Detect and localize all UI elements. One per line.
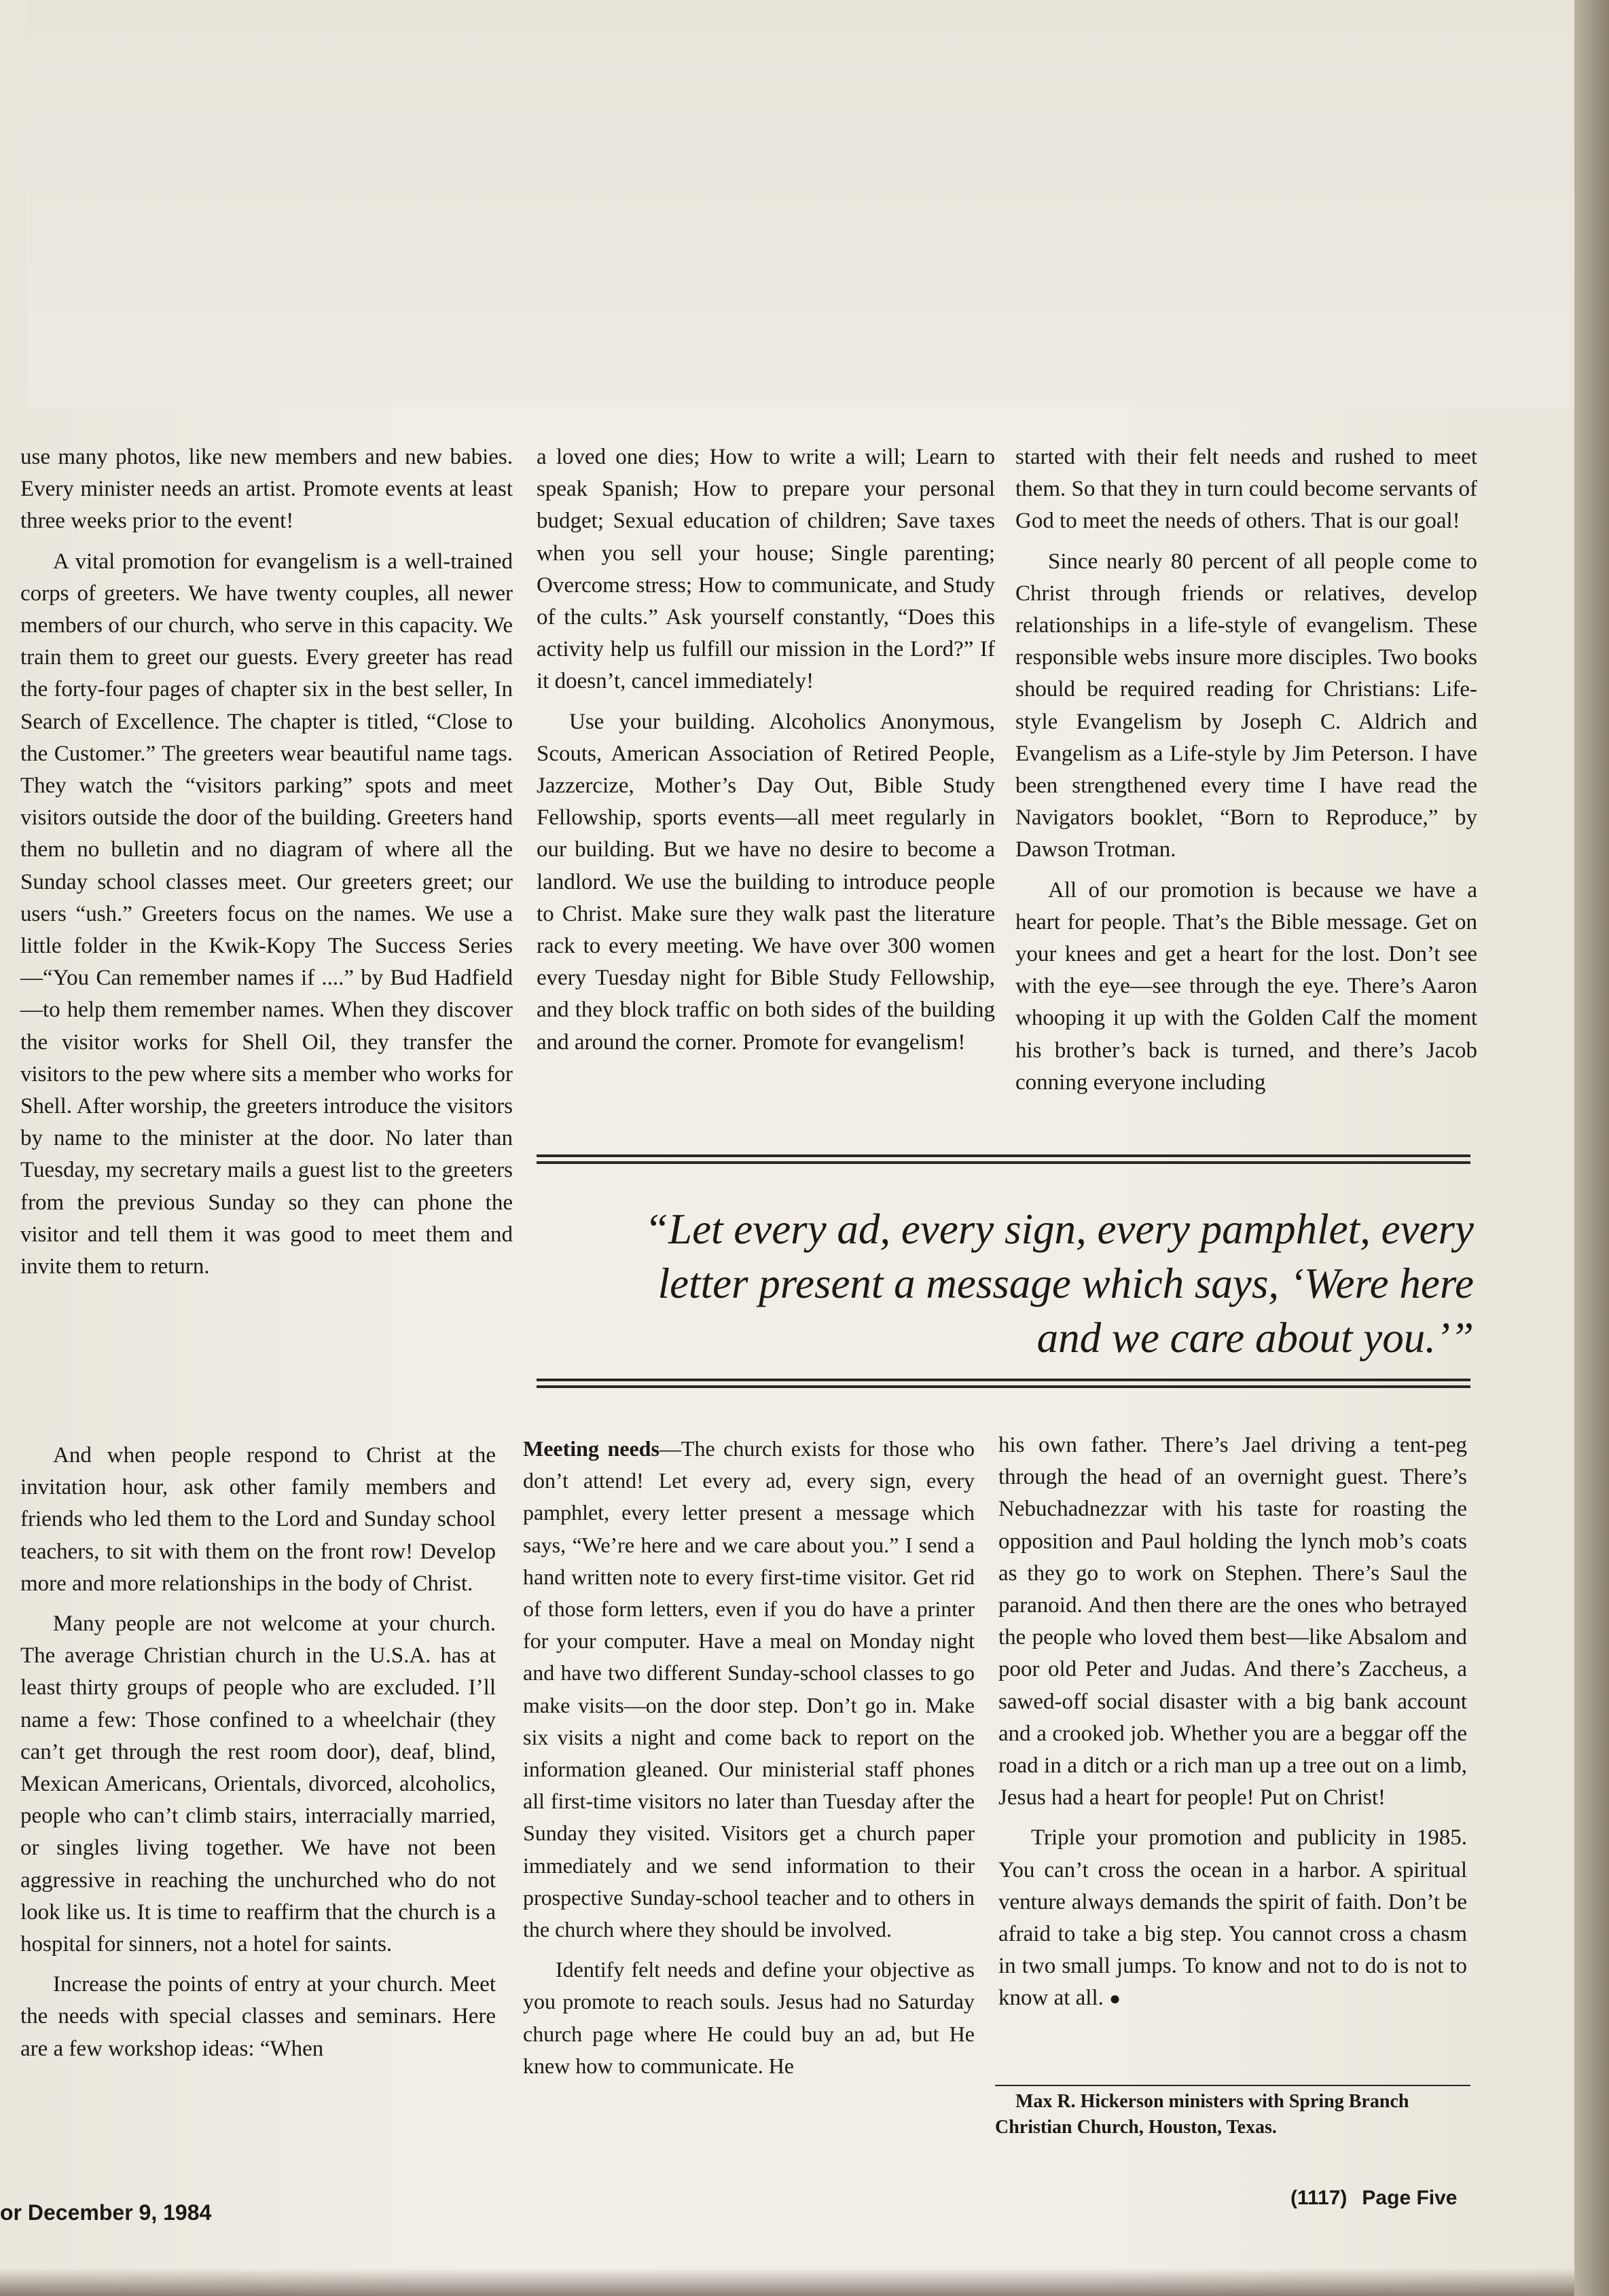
paragraph: Since nearly 80 percent of all people come to Christ through friends or relatives, develop relationships in a life-style of evangelism. These responsible webs insure more disciples. Two books should be required reading for Christians: Life-style Evangelism by Joseph C. Aldrich and Evangelism as a Life-style by Jim Peterson. I have been strengthened every time I have read the Navigators booklet, “Born to Reproduce,” by Dawson Trotman. (1015, 549, 1477, 862)
paragraph-body: Triple your promotion and publicity in 1985. You can’t cross the ocean in a harbor. A spiritual venture always demands the spirit of faith. Don’t be afraid to take a big step. You cannot cross a chasm in two small jumps. To know and not to do is not to know at all. (998, 1825, 1467, 2011)
paragraph: use many photos, like new members and new babies. Every minister needs an artist. Promote events at least three weeks prior to the event! (20, 445, 513, 534)
column-1-bottom (20, 1440, 496, 2065)
section-heading: Meeting needs (523, 1436, 659, 1461)
page-number: (1117) (1290, 2187, 1348, 2209)
end-mark-icon: ● (1109, 1988, 1121, 2010)
paragraph: A vital promotion for evangelism is a well-trained corps of greeters. We have twenty couples, all newer members of our church, who serve in this capacity. We train them to greet our guests. Every greeter has read the forty-four pages of chapter six in the best seller, In Search of Excellence. The chapter is titled, “Close to the Customer.” The greeters wear beautiful name tags. They watch the “visitors parking” spots and meet visitors outside the door of the building. Greeters hand them no bulletin and no diagram of where all the Sunday school classes meet. Our greeters greet; our users “ush.” Greeters focus on the names. We use a little folder in the Kwik-Kopy The Success Series—“You Can remember names if ....” by Bud Hadfield—to help them remember names. When they discover the visitor works for Shell Oil, they transfer the visitors to the pew where sits a member who works for Shell. After worship, the greeters introduce the visitors by name to the minister at the door. No later than Tuesday, my secretary mails a guest list to the greeters from the previous Sunday so they can phone the visitor and tell them it was good to meet them and invite them to return. (20, 549, 513, 1279)
pull-quote-bottom-rule (537, 1379, 1470, 1388)
paragraph: a loved one dies; How to write a will; Learn to speak Spanish; How to prepare your personal budget; Sexual education of children; Save taxes when you sell your house; Single parenting; Overcome stress; How to communicate, and Study of the cults.” Ask yourself constantly, “Does this activity help us fulfill our mission in the Lord?” If it doesn’t, cancel immediately! (537, 445, 995, 694)
paragraph: Identify felt needs and define your objective as you promote to reach souls. Jesus had no Saturday church page where He could buy an ad, but He knew how to communicate. He (523, 1957, 975, 2078)
paragraph: started with their felt needs and rushed to meet them. So that they in turn could become servants of God to meet the needs of others. That is our goal! (1015, 445, 1478, 534)
paragraph: Use your building. Alcoholics Anonymous, Scouts, American Association of Retired People, Jazzercize, Mother’s Day Out, Bible Study Fellowship, sports events—all meet regularly in our building. But we have no desire to become a landlord. We use the building to introduce people to Christ. Make sure they walk past the literature rack to every meeting. We have over 300 women every Tuesday night for Bible Study Fellowship, and they block traffic on both sides of the building and around the corner. Promote for evangelism! (537, 709, 995, 1055)
blank-top-area (27, 0, 1569, 407)
pull-quote-top-rule (537, 1154, 1470, 1164)
paragraph: Many people are not welcome at your church. The average Christian church in the U.S.A. has at least thirty groups of people who are excluded. I’ll name a few: Those confined to a wheelchair (they can’t get through the rest room door), deaf, blind, Mexican Americans, Orientals, divorced, alcoholics, people who can’t climb stairs, interracially married, or singles living together. We have not been aggressive in reaching the unchurched who do not look like us. It is time to reaffirm that the church is a hospital for sinners, not a hotel for saints. (20, 1611, 496, 1957)
column-2-top (537, 441, 995, 1059)
bottom-shadow (0, 2268, 1574, 2296)
issue-date: or December 9, 1984 (0, 2200, 212, 2225)
page-footer (1290, 2187, 1458, 2210)
paragraph: And when people respond to Christ at the invitation hour, ask other family members and friends who led them to the Lord and Sunday school teachers, to sit with them on the front row! Develop more and more relationships in the body of Christ. (20, 1443, 496, 1596)
page-edge (1574, 0, 1609, 2296)
author-byline: Max R. Hickerson ministers with Spring Branch Christian Church, Houston, Texas. (995, 2085, 1470, 2140)
column-3-top (1015, 441, 1477, 1099)
paragraph (998, 1822, 1467, 2015)
paragraph: All of our promotion is because we have a heart for people. That’s the Bible message. Get on your knees and get a heart for the lost. Don’t see with the eye—see through the eye. There’s Aaron whooping it up with the Golden Calf the moment his brother’s back is turned, and there’s Jacob conning everyone including (1015, 877, 1477, 1095)
column-2-bottom (523, 1433, 975, 2082)
paragraph (523, 1433, 975, 1946)
column-1-top (20, 441, 513, 1283)
page-label: Page Five (1362, 2187, 1458, 2209)
pull-quote: “Let every ad, every sign, every pamphlet, every letter present a message which says, ‘Were here and we care about you.’” (645, 1205, 1474, 1362)
column-3-bottom (998, 1429, 1467, 2016)
paragraph: his own father. There’s Jael driving a tent-peg through the head of an overnight guest. There’s Nebuchadnezzar with his taste for roasting the opposition and Paul holding the lynch mob’s coats as they go to work on Stephen. There’s Saul the paranoid. And then there are the ones who betrayed the people who loved them best—like Absalom and poor old Peter and Judas. And there’s Zaccheus, a sawed-off social disaster with a big bank account and a crooked job. Whether you are a beggar off the road in a ditch or a rich man up a tree out on a limb, Jesus had a heart for people! Put on Christ! (998, 1433, 1467, 1810)
paragraph: Increase the points of entry at your church. Meet the needs with special classes and seminars. Here are a few workshop ideas: “When (20, 1972, 496, 2061)
paragraph-body: —The church exists for those who don’t attend! Let every ad, every sign, every pamphlet, every letter present a message which says, “We’re here and we care about you.” I send a hand written note to every first-time visitor. Get rid of those form letters, even if you do have a printer for your computer. Have a meal on Monday night and have two different Sunday-school classes to go make visits—on the door step. Don’t go in. Make six visits a night and come back to report on the information gleaned. Our ministerial staff phones all first-time visitors no later than Tuesday after the Sunday they visited. Visitors get a church paper immediately and we send information to their prospective Sunday-school teacher and to others in the church where they should be involved. (523, 1436, 975, 1942)
